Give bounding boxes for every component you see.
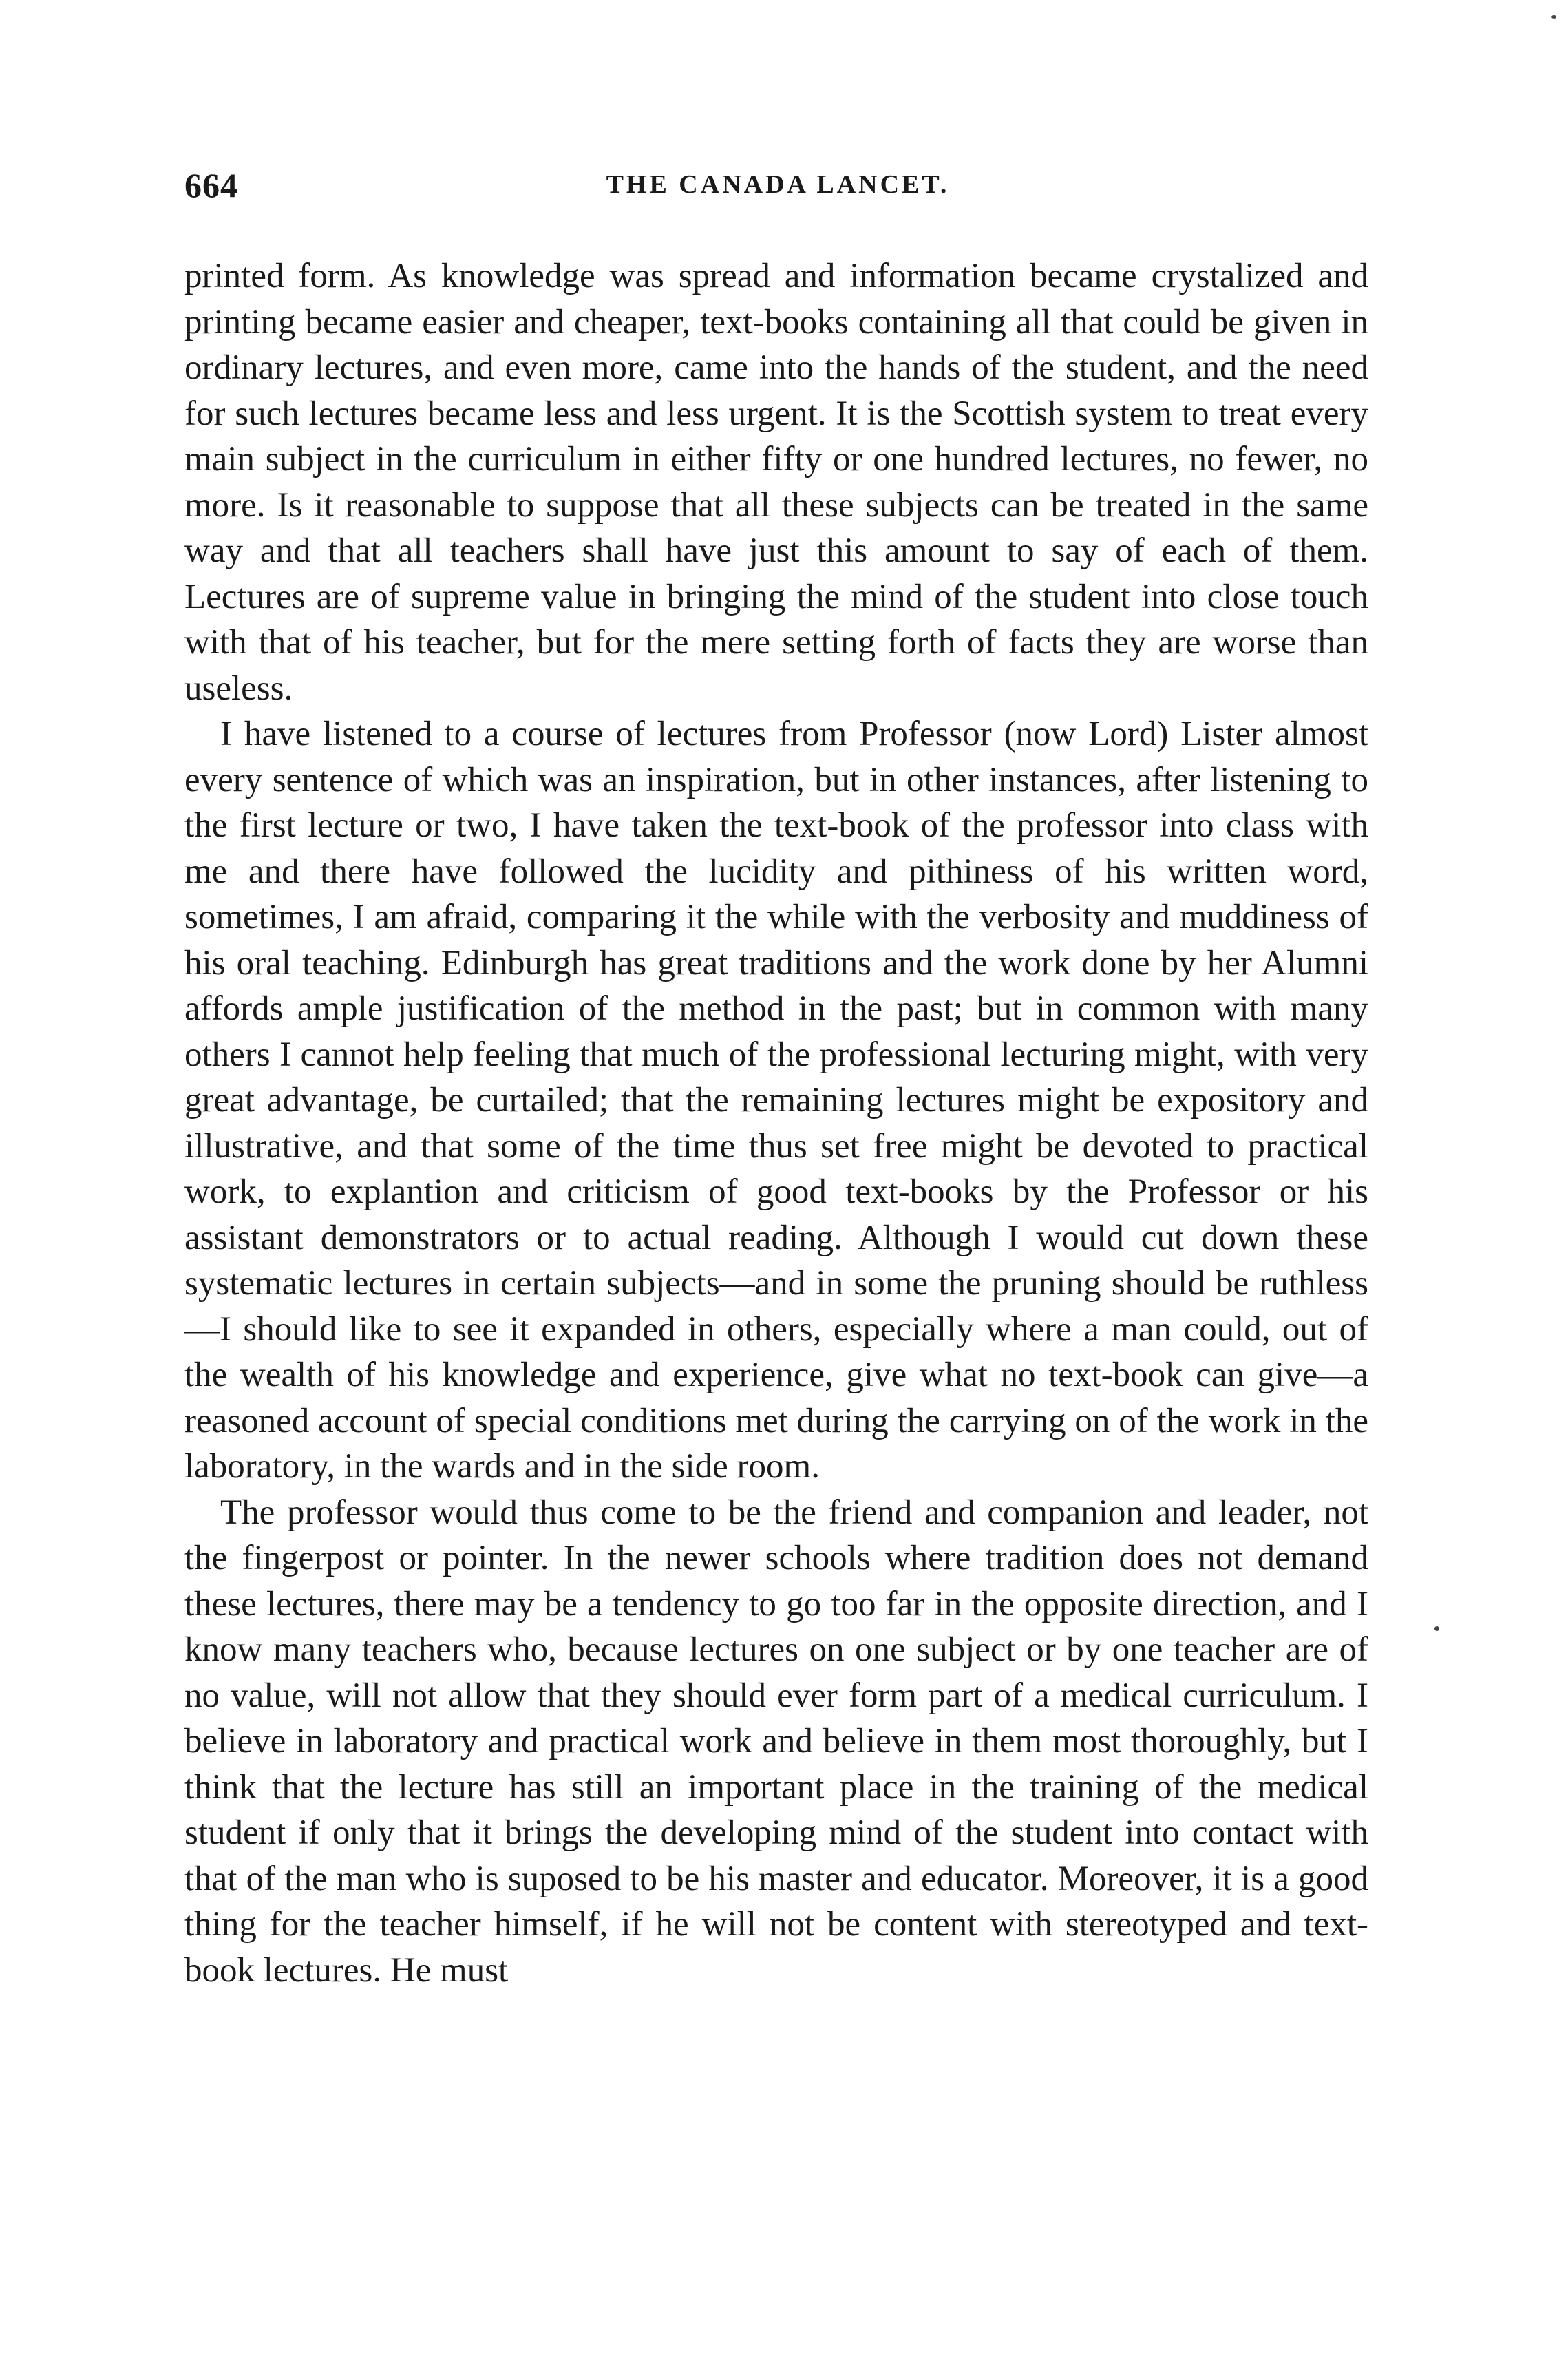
running-title: THE CANADA LANCET.	[606, 170, 950, 199]
page-number: 664	[184, 166, 238, 204]
paragraph-1: printed form. As knowledge was spread and information became crystalized and printing became easier and cheaper, text-books containing all that could be given in ordinary lectures, and even more, came into the hands of the student, and the need for such lectures became less and less urgent. It is the Scottish system to treat every main subject in the curriculum in either fifty or one hundred lectures, no fewer, no more. Is it reasonable to suppose that all these subjects can be treated in the same way and that all teachers shall have just this amount to say of each of them. Lectures are of supreme value in bringing the mind of the student into close touch with that of his teacher, but for the mere setting forth of facts they are worse than useless.	[184, 257, 1368, 708]
scan-speck	[1551, 15, 1556, 19]
page-header	[184, 165, 1371, 213]
body-text	[184, 253, 1368, 1993]
paragraph-3: The professor would thus come to be the friend and companion and leader, not the fingerpost or pointer. In the newer schools where tradition does not demand these lectures, there may be a tendency to go too far in the opposite direction, and I know many teachers who, because lectures on one subject or by one teacher are of no value, will not allow that they should ever form part of a medical curriculum. I believe in laboratory and practical work and believe in them most thoroughly, but I think that the lecture has still an important place in the training of the medical student if only that it brings the developing mind of the student into contact with that of the man who is suposed to be his master and educator. Moreover, it is a good thing for the teacher himself, if he will not be content with stereotyped and text-book lectures. He must	[184, 1493, 1368, 1990]
paragraph-2: I have listened to a course of lectures from Professor (now Lord) Lister almost every sentence of which was an inspiration, but in other instances, after listening to the first lecture or two, I have taken the text-book of the professor into class with me and there have followed the lucidity and pithiness of his written word, sometimes, I am afraid, comparing it the while with the verbosity and muddiness of his oral teaching. Edinburgh has great traditions and the work done by her Alumni affords ample justification of the method in the past; but in common with many others I cannot help feeling that much of the professional lecturing might, with very great advantage, be curtailed; that the remaining lectures might be expository and illustrative, and that some of the time thus set free might be devoted to practical work, to explantion and criticism of good text-books by the Professor or his assistant demonstrators or to actual reading. Although I would cut down these systematic lectures in certain subjects—and in some the pruning should be ruthless—I should like to see it expanded in others, especially where a man could, out of the wealth of his knowledge and experience, give what no text-book can give—a reasoned account of special conditions met during the carrying on of the work in the laboratory, in the wards and in the side room.	[184, 715, 1368, 1486]
scan-speck	[1434, 1626, 1439, 1631]
